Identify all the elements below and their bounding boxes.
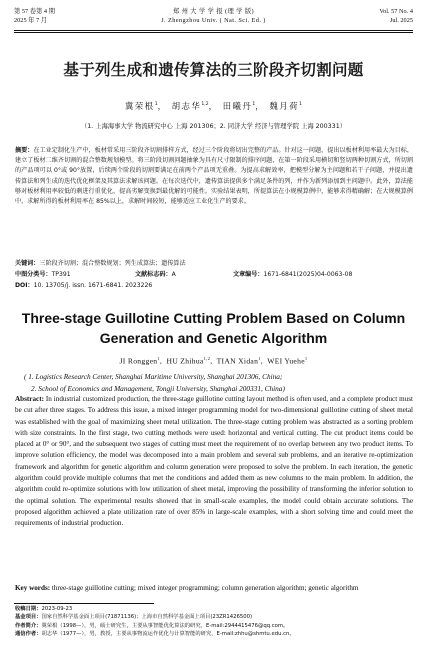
header-journal: 郑 州 大 学 学 报 (理 学 版) J. Zhengzhou Univ. ( Nat. Sci. Ed. )	[161, 8, 266, 24]
running-header	[14, 7, 413, 31]
en-abstract-label: Abstract:	[15, 395, 44, 403]
cn-author: 胡志华	[171, 101, 202, 111]
header-right: Vol. 57 No. 4 Jul. 2025	[379, 8, 413, 24]
footnote-corresponding: 通信作者：胡志华（1977—），男，教授，主要从事物流运作优化与计算智能的研究，E-mail:zhhu@shmtu.edu.cn。	[15, 630, 295, 637]
en-abstract	[15, 394, 413, 530]
footnote-funding: 基金项目：国家自然科学基金面上项目(71871136)；上海市自然科学基金面上项目(23ZR1426500)	[15, 614, 253, 621]
doi: DOI：10. 13705/j. issn. 1671-6841. 2023226	[15, 282, 153, 289]
cn-abstract-label: 摘要：	[15, 147, 34, 154]
cn-author: 田曦丹	[222, 101, 253, 111]
cn-abstract-text: 在工业定制化生产中，板材常采用三阶段齐切割排样方式，经过三个阶段将切出完整的产品。针对这一问题，提出以板材利用率最大为目标，建立了板材二维齐切割的混合整数规划模型。将三阶段切割问题抽象为具有尺寸限制的排序问题，在第一阶段采用横切和竖切两种切割方式，所切割的产品项可以 0°或 90°放置，后续两个阶段的切割要满足在前两个产品项无重叠。为提高求解效率，把模型分解为主问题和若干子问题，并提出遗传算法和列生成的迭代优化框架及其算法求解该问题。在每次迭代中，遗传算法提供多个满足条件的列，并作为新列添加到主问题中。此外，算法能够对板材利用率较低的剩进行重优化，提高劣解变换到最优解的可能性。实验结果表明，所提算法在小规模算例中，能够求得精确解；在大规模算例中，求解所得的板材利用率在 85%以上，求解时间较短，能够适应工业化生产的要求。	[15, 147, 414, 206]
footnote-rule	[14, 603, 154, 604]
en-author: HU Zhihua	[166, 356, 204, 366]
cn-title: 基于列生成和遗传算法的三阶段齐切割问题	[63, 61, 364, 79]
cn-keywords: 关键词：三阶段齐切割；混合整数规划；列生成算法；遗传算法	[15, 260, 186, 267]
cn-author: 魏月荷	[269, 101, 300, 111]
en-affiliation: ( 1. Logistics Research Center, Shanghai Maritime University, Shanghai 201306, China; 2. School of Economics and Management, Tongji University, Shanghai 200331, China)	[24, 372, 285, 393]
en-author: JI Ronggen	[119, 356, 158, 366]
footnotes	[15, 605, 415, 638]
en-abstract-text: In industrial customized production, the three-stage guillotine cutting layout method is often used, and a complete product must be cut after three stages. To address this issue, a mixed integer programming model for two-dimensional guillotine cutting of sheet metal was established with the goal of maximizing sheet metal utilization. The three-stage cutting problem was abstracted as a sorting problem with size constraints. In the first stage, two cutting methods were used: horizontal and vertical cutting. The cut product items could be placed at 0° or 90°, and the subsequent two stages of cutting must meet the requirement of no overlap between any two product items. To improve solution efficiency, the model was decomposed into a main problem and several sub problems, and an iterative re-optimization framework and algorithm for genetic algorithm and column generation were proposed to solve the problem. In each iteration, the genetic algorithm could provide multiple columns that met the conditions and added them as new columns to the main problem. In addition, the algorithm could re-optimize solutions with low utilization of sheet metal, improving the possibility of transforming the inferior solution to the optimal solution. The experimental results showed that in small-scale examples, the model could obtain accurate solutions. The proposed algorithm achieved a plate utilization rate of over 85% in large-scale examples, with a short solving time and could meet the requirements of industrial production.	[15, 395, 413, 528]
en-author: TIAN Xidan	[216, 356, 259, 366]
en-keywords: Key words: three-stage guillotine cutting; mixed integer programming; column generation algorithm; genetic algorithm	[15, 584, 359, 592]
footnote-received: 收稿日期：2023-09-23	[15, 606, 73, 612]
doc-code: 文献标志码：A	[135, 271, 176, 278]
en-author: WEI Yuehe	[267, 356, 305, 366]
clc-number: 中图分类号：TP391	[15, 271, 71, 278]
header-rule-thin	[14, 32, 413, 33]
cn-authors: 冀荣根$^1$， 胡志华$^{1,2}$， 田曦丹$^1$， 魏月荷$^1$	[124, 101, 303, 111]
footnote-author-bio: 作者简介：冀荣根（1998—），男，硕士研究生，主要从事智能优化算法的研究，E-mail:2944415476@qq.com。	[15, 622, 289, 629]
header-left: 第 57 卷第 4 期 2025 年 7 月	[14, 8, 55, 24]
article-number: 文章编号：1671-6841(2025)04-0063-08	[233, 271, 353, 278]
cn-affiliation: （1. 上海海事大学 物流研究中心 上海 201306；2. 同济大学 经济与管理学院 上海 200331）	[80, 123, 346, 130]
en-title: Three-stage Guillotine Cutting Problem Based on Column Generation and Genetic Algorithm	[21, 310, 406, 346]
en-authors: JI Ronggen$^1$, HU Zhihua$^{1,2}$, TIAN Xidan$^1$, WEI Yuehe$^1$	[119, 356, 308, 366]
cn-abstract	[15, 146, 413, 207]
header-rule	[14, 30, 413, 31]
cn-author: 冀荣根	[124, 101, 155, 111]
